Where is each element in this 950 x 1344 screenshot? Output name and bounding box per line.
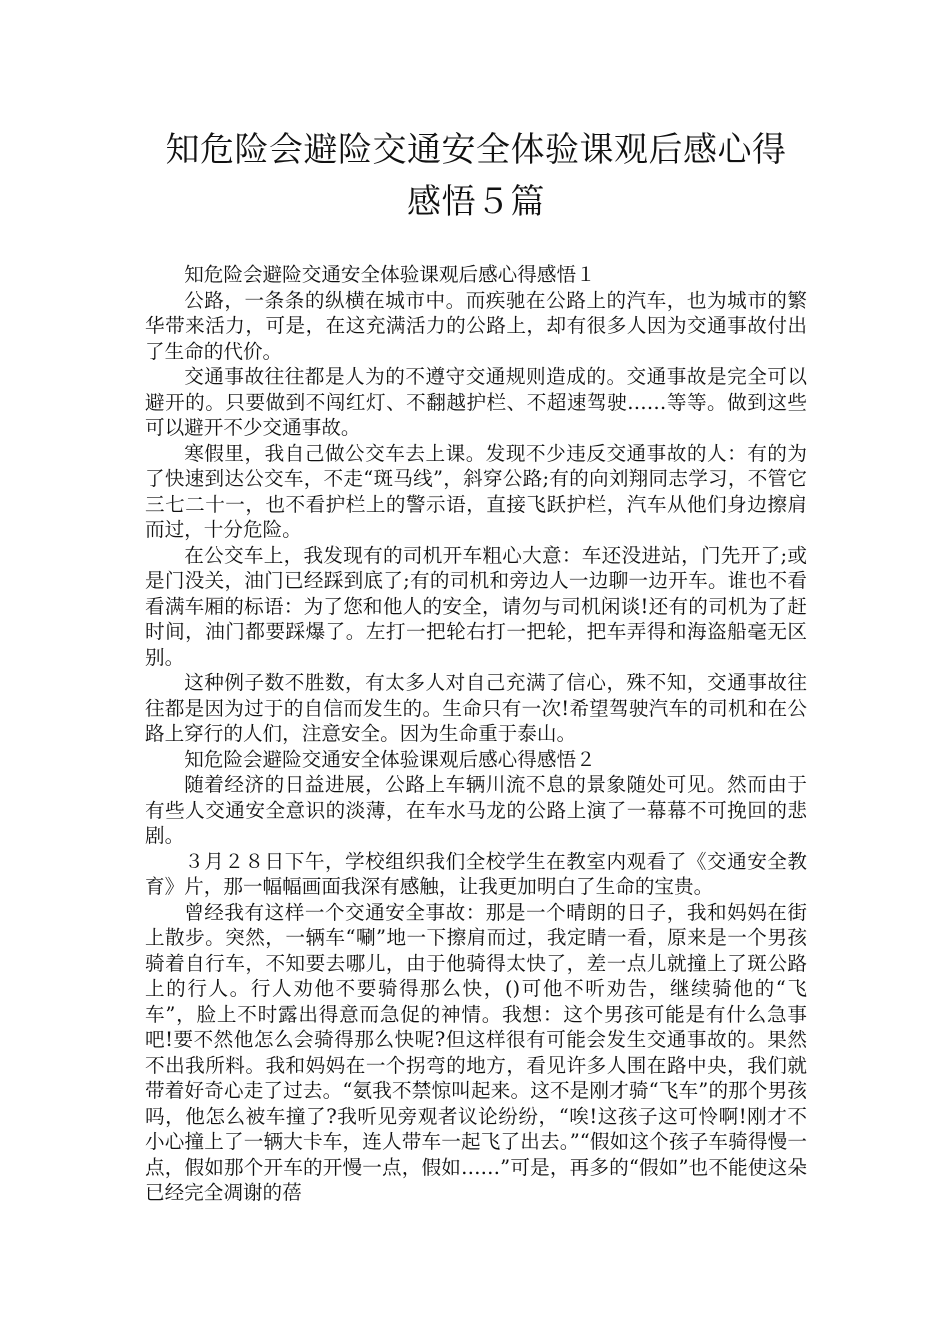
body-paragraph: 寒假里，我自己做公交车去上课。发现不少违反交通事故的人：有的为了快速到达公交车，不走“斑马线”，斜穿公路;有的向刘翔同志学习，不管它三七二十一，也不看护栏上的警示语，直接飞跃护栏，汽车从他们身边擦肩而过，十分危险。 <box>145 441 807 541</box>
body-paragraph: 这种例子数不胜数，有太多人对自己充满了信心，殊不知，交通事故往往都是因为过于的自信而发生的。生命只有一次!希望驾驶汽车的司机和在公路上穿行的人们，注意安全。因为生命重于泰山。 <box>145 671 807 745</box>
body-paragraph: 交通事故往往都是人为的不遵守交通规则造成的。交通事故是完全可以避开的。只要做到不闯红灯、不翻越护栏、不超速驾驶……等等。做到这些可以避开不少交通事故。 <box>145 365 807 439</box>
document-body <box>145 262 807 1206</box>
document-title <box>145 124 807 228</box>
document-title-line-1: 知危险会避险交通安全体验课观后感心得 <box>165 130 787 170</box>
body-paragraph: 随着经济的日益进展，公路上车辆川流不息的景象随处可见。然而由于有些人交通安全意识的淡薄，在车水马龙的公路上演了一幕幕不可挽回的悲剧。 <box>145 773 807 847</box>
section-heading-2: 知危险会避险交通安全体验课观后感心得感悟２ <box>184 747 596 771</box>
body-paragraph: 曾经我有这样一个交通安全事故：那是一个晴朗的日子，我和妈妈在街上散步。突然，一辆车“唰”地一下擦肩而过，我定睛一看，原来是一个男孩骑着自行车，不知要去哪儿，由于他骑得太快了，差一点儿就撞上了斑公路上的行人。行人劝他不要骑得那么快，()可他不听劝告，继续骑他的“飞车”，脸上不时露出得意而急促的神情。我想：这个男孩可能是有什么急事吧!要不然他怎么会骑得那么快呢?但这样很有可能会发生交通事故的。果然不出我所料。我和妈妈在一个拐弯的地方，看见许多人围在路中央，我们就带着好奇心走了过去。“氨我不禁惊叫起来。这不是刚才骑“飞车”的那个男孩吗，他怎么被车撞了?我听见旁观者议论纷纷，“唉!这孩子这可怜啊!刚才不小心撞上了一辆大卡车，连人带车一起飞了出去。”“假如这个孩子车骑得慢一点，假如那个开车的开慢一点，假如……”可是，再多的“假如”也不能使这朵已经完全凋谢的蓓 <box>145 900 807 1204</box>
document-page <box>145 124 807 1206</box>
body-paragraph: 公路，一条条的纵横在城市中。而疾驰在公路上的汽车，也为城市的繁华带来活力，可是，在这充满活力的公路上，却有很多人因为交通事故付出了生命的代价。 <box>145 288 807 363</box>
document-title-line-2: 感悟５篇 <box>407 182 545 222</box>
body-paragraph: 在公交车上，我发现有的司机开车粗心大意：车还没进站，门先开了;或是门没关，油门已经踩到底了;有的司机和旁边人一边聊一边开车。谁也不看看满车厢的标语：为了您和他人的安全，请勿与司机闲谈!还有的司机为了赶时间，油门都要踩爆了。左打一把轮右打一把轮，把车弄得和海盗船毫无区别。 <box>145 543 807 669</box>
body-paragraph: ３月２８日下午，学校组织我们全校学生在教室内观看了《交通安全教育》片，那一幅幅画面我深有感触，让我更加明白了生命的宝贵。 <box>145 849 807 898</box>
section-heading-1: 知危险会避险交通安全体验课观后感心得感悟１ <box>184 263 596 286</box>
